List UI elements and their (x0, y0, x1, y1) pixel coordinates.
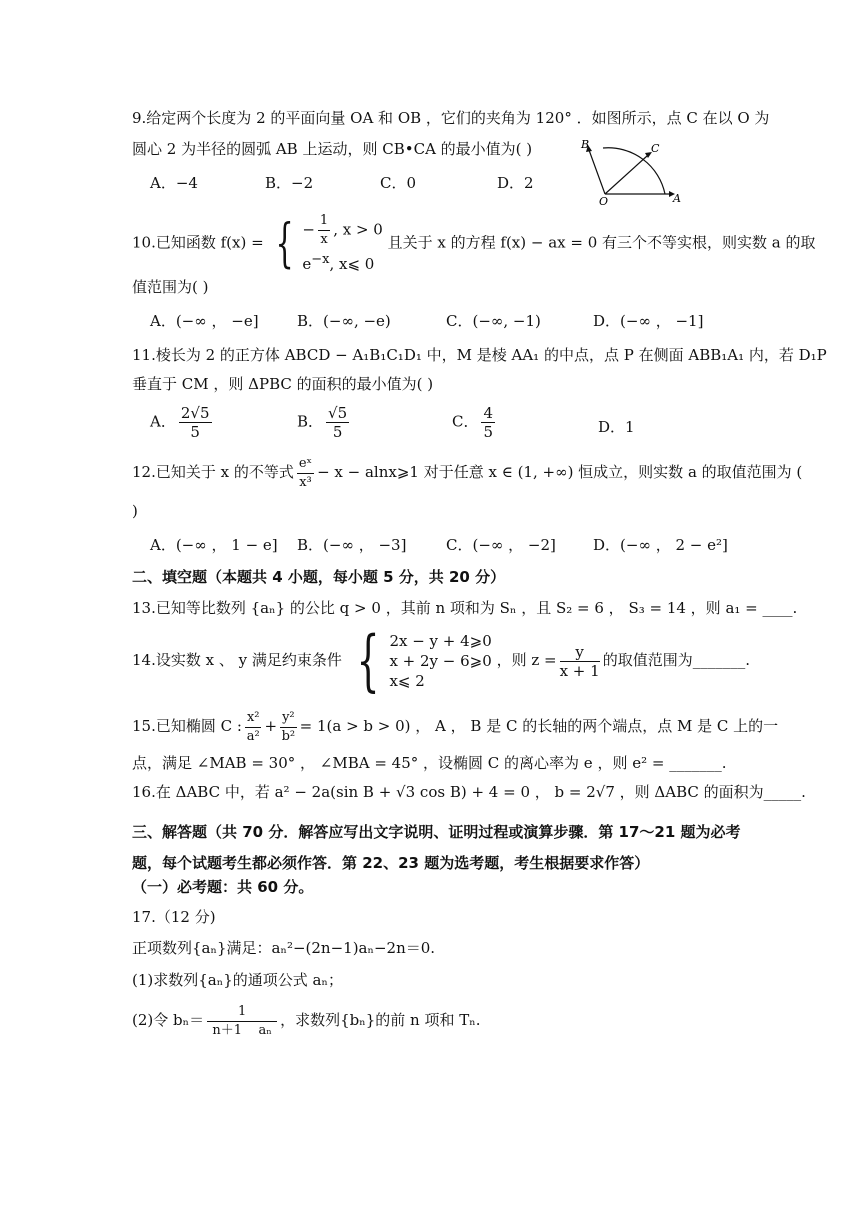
q15-line1: 15.已知椭圆 C : $\frac{\text{x²}}{\text{a²}}$ + $\frac{\text{y²}}{\text{b²}}$ = 1(a > b > 0) ， A ， B 是 C 的长轴的两个端点，点 M 是 C 上的一 (132, 709, 779, 744)
q10-prefix: 10.已知函数 f(x) = (132, 233, 264, 252)
q11-option-a: A． $\frac{2√5}{5}$ (150, 404, 210, 441)
section3-heading-line2: 题，每个试题考生都必须作答．第 22、23 题为选考题，考生根据要求作答） (132, 854, 650, 872)
q14-brace: { (356, 622, 380, 699)
q9-line2: 圆心 2 为半径的圆弧 AB 上运动，则 CB•CA 的最小值为( ) (132, 140, 533, 158)
q15-line2: 点，满足 ∠MAB = 30° ， ∠MBA = 45° ，设椭圆 C 的离心率为 e ，则 e² = _______. (132, 754, 727, 772)
q9-option-b: B．−2 (265, 174, 314, 192)
q10-option-d: D．(−∞ ， −1] (593, 312, 704, 330)
q10-case1-frac: $\frac{1}{x}$ (319, 213, 329, 247)
label-c: C (651, 142, 660, 155)
q12-option-d: D．(−∞ ， 2 − e²] (593, 536, 728, 554)
q16: 16.在 ΔABC 中，若 a² − 2a(sin B + √3 cos B) + 4 = 0 ， b = 2√7 ，则 ΔABC 的面积为_____. (132, 783, 806, 801)
q10-cases (302, 212, 383, 275)
q12-option-a: A．(−∞ ， 1 − e] (150, 536, 278, 554)
q10-line1 (132, 212, 816, 274)
q10-case1: − $\frac{1}{x}$ , x > 0 (302, 213, 383, 247)
q12-option-c: C．(−∞ ， −2] (446, 536, 556, 554)
label-o: O (599, 195, 609, 206)
q11-option-b: B． $\frac{√5}{5}$ (297, 404, 348, 441)
q10-option-a: A．(−∞ ， −e] (150, 312, 259, 330)
q17-part2: (2)令 bₙ＝ $\frac{1}{\text{n＋1 aₙ}}$ ，求数列{bₙ}的前 n 项和 Tₙ. (132, 1003, 481, 1038)
q11-line1: 11.棱长为 2 的正方体 ABCD − A₁B₁C₁D₁ 中，M 是棱 AA₁ 的中点，点 P 在侧面 ABB₁A₁ 内，若 D₁P (132, 346, 827, 364)
q12-option-b: B．(−∞ ， −3] (297, 536, 407, 554)
q11-option-c: C． $\frac{4}{5}$ (452, 404, 494, 441)
q9-option-a: A．−4 (150, 174, 198, 192)
q9-option-c: C．0 (380, 174, 417, 192)
section2-heading: 二、填空题（本题共 4 小题，每小题 5 分，共 20 分） (132, 568, 506, 586)
q14-constraints: 2x − y + 4⩾0 x + 2y − 6⩾0 x⩽ 2 (389, 632, 492, 690)
q17-part1: (1)求数列{aₙ}的通项公式 aₙ； (132, 971, 343, 989)
section3-heading-line1: 三、解答题（共 70 分．解答应写出文字说明、证明过程或演算步骤．第 17～21 题为必考 (132, 823, 741, 841)
q14: 14.设实数 x 、 y 满足约束条件 { 2x − y + 4⩾0 x + 2y − 6⩾0 x⩽ 2 ，则 z = $\frac{y}{x + 1}$ 的取值范围为_______. (132, 622, 750, 699)
q12-line2: ) (132, 502, 138, 520)
q9-option-d: D．2 (497, 174, 534, 192)
vector-oc (605, 156, 647, 194)
q9-line1: 9.给定两个长度为 2 的平面向量 OA 和 OB ，它们的夹角为 120° ．如图所示，点 C 在以 O 为 (132, 109, 770, 127)
q17-stem: 正项数列{aₙ}满足：aₙ²−(2n−1)aₙ−2n＝0. (132, 939, 436, 957)
q10-option-b: B．(−∞, −e) (297, 312, 391, 330)
q17-title: 17.（12 分) (132, 908, 216, 926)
q10-suffix: 且关于 x 的方程 f(x) − ax = 0 有三个不等实根，则实数 a 的取 (387, 233, 816, 252)
q10-line2: 值范围为( ) (132, 278, 209, 296)
q12-line1: 12.已知关于 x 的不等式 $\frac{\text{eˣ}}{\text{x³}}$ − x − alnx⩾1 对于任意 x ∈ (1, +∞) 恒成立，则实数 a 的取值范围为 ( (132, 455, 803, 490)
q11-option-d: D．1 (598, 418, 635, 436)
label-b: B (581, 138, 590, 151)
vector-ob (589, 150, 605, 194)
q10-case2: $e^{-x}$, x⩽ 0 (302, 252, 375, 273)
q10-option-c: C．(−∞, −1) (446, 312, 541, 330)
label-a: A (673, 192, 681, 205)
q10-brace: { (275, 213, 295, 274)
q13: 13.已知等比数列 {aₙ} 的公比 q > 0 ，其前 n 项和为 Sₙ ，且 S₂ = 6 ， S₃ = 14 ，则 a₁ = ____. (132, 599, 798, 617)
q11-line2: 垂直于 CM ，则 ΔPBC 的面积的最小值为( ) (132, 375, 434, 393)
q9-arc-figure (575, 136, 685, 206)
section3-subheading: （一）必考题：共 60 分。 (132, 878, 314, 896)
